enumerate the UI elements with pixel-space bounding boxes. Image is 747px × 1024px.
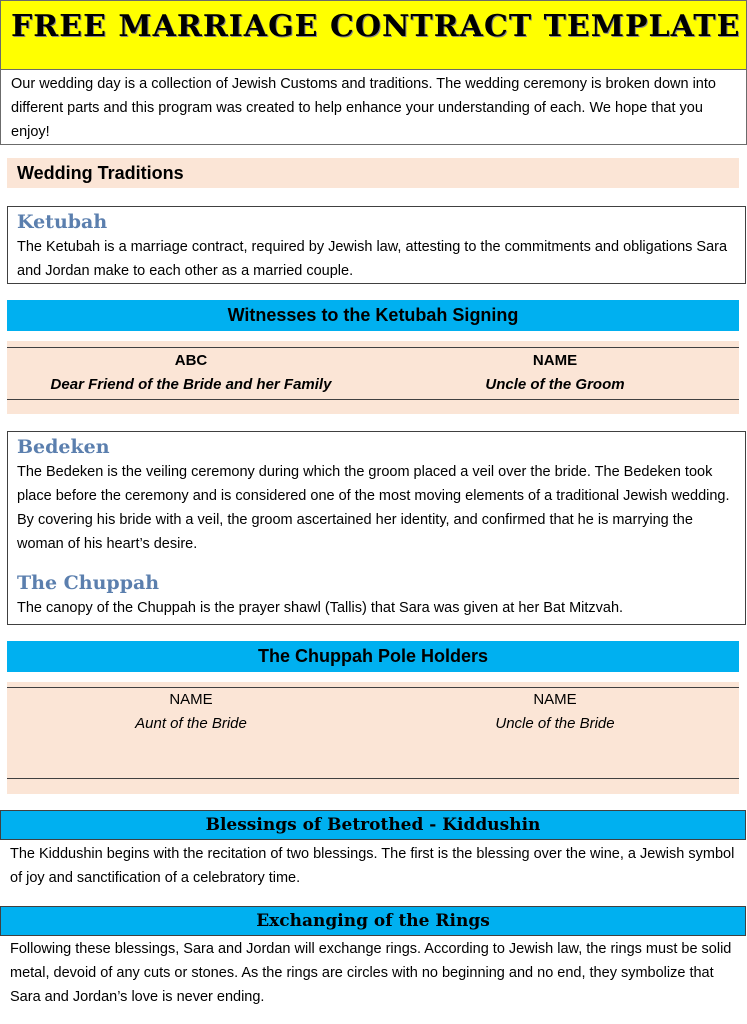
kiddushin-heading: Blessings of Betrothed - Kiddushin [0,810,746,840]
wedding-traditions-heading: Wedding Traditions [7,158,739,188]
ketubah-section [7,206,746,284]
kiddushin-text: The Kiddushin begins with the recitation of two blessings. The first is the blessing over the wine, a Jewish symbol of joy and sanctification of a celebratory time. [10,846,735,886]
pole-holders-table [7,682,739,794]
ketubah-text: The Ketubah is a marriage contract, required by Jewish law, attesting to the commitments and obligations Sara and Jordan make to each other as a married couple. [17,239,728,279]
rings-heading: Exchanging of the Rings [0,906,746,936]
chuppah-title: The Chuppah [17,572,160,594]
pole-holder-1 [21,688,361,736]
witness-2 [385,349,725,397]
bedeken-text: The Bedeken is the veiling ceremony during which the groom placed a veil over the bride. The Bedeken took place before the ceremony and is considered one of the most moving elements of a traditional Jewish wedding. By covering his bride with a veil, the groom ascertained her identity, and confirmed that he is marrying the woman of his heart’s desire. [17,464,730,552]
pole-holder-2-role: Uncle of the Bride [495,715,615,732]
bedeken-chuppah-section [7,431,746,625]
witness-2-name: NAME [532,352,578,369]
witnesses-heading: Witnesses to the Ketubah Signing [7,300,739,331]
pole-holders-heading: The Chuppah Pole Holders [7,641,739,672]
witness-2-role: Uncle of the Groom [485,376,625,393]
pole-holder-2-name: NAME [533,691,577,708]
rings-text: Following these blessings, Sara and Jordan will exchange rings. According to Jewish law, the rings must be solid metal, devoid of any cuts or stones. As the rings are circles with no beginning and no end, they symbolize that Sara and Jordan’s love is never ending. [10,941,732,1005]
pole-holder-1-role: Aunt of the Bride [135,715,247,732]
chuppah-text: The canopy of the Chuppah is the prayer shawl (Tallis) that Sara was given at her Bat Mitzvah. [17,600,624,616]
intro-paragraph: Our wedding day is a collection of Jewish Customs and traditions. The wedding ceremony is broken down into different parts and this program was created to help enhance your understanding of each. We hope that you enjoy! [0,70,747,145]
witnesses-table [7,341,739,414]
witness-1-role: Dear Friend of the Bride and her Family [50,376,332,393]
title-banner [0,0,747,70]
ketubah-title: Ketubah [17,211,108,233]
pole-holder-2 [385,688,725,736]
witness-1 [21,349,361,397]
pole-holder-1-name: NAME [169,691,213,708]
witness-1-name: ABC [174,352,208,369]
document-title: FREE MARRIAGE CONTRACT TEMPLATE [11,9,741,44]
bedeken-title: Bedeken [17,436,110,458]
